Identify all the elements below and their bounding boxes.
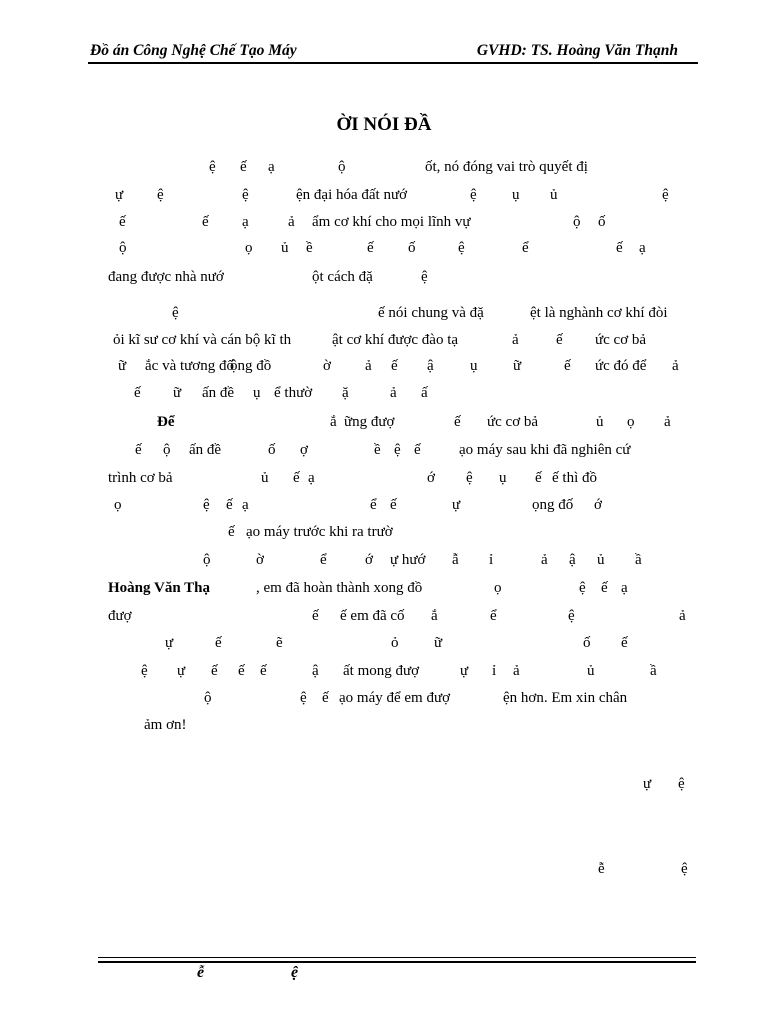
text-fragment: ỏi kĩ sư cơ khí và cán bộ kĩ th (113, 332, 292, 348)
text-fragment: ế (322, 690, 329, 706)
text-fragment: ế (556, 332, 563, 348)
signature-fragment: ễ (598, 861, 605, 877)
text-fragment: ức cơ bả (595, 332, 647, 348)
text-fragment: ệ (141, 663, 148, 679)
text-fragment: ậ (427, 358, 434, 374)
text-fragment: ể thườ (274, 385, 313, 401)
text-fragment: ả (664, 414, 671, 430)
text-fragment: ảm ơn! (144, 717, 187, 733)
text-fragment: ốt, nó đóng vai trò quyết đị (425, 159, 588, 175)
text-fragment: ỉ (492, 663, 497, 679)
text-fragment: ể (320, 552, 327, 568)
text-fragment: ờ (323, 358, 331, 374)
text-fragment: ế (414, 442, 421, 458)
text-fragment: ữ (173, 385, 182, 401)
text-fragment: ề (306, 240, 313, 256)
text-fragment: ẽ (276, 635, 283, 651)
signature-fragment: ệ (681, 861, 688, 877)
text-fragment: đang được nhà nướ (108, 269, 224, 285)
text-fragment: ế (135, 442, 142, 458)
text-fragment: ả (288, 214, 295, 230)
text-fragment: ế em đã cố (340, 608, 405, 624)
text-fragment: ọ (627, 414, 635, 430)
text-fragment: ỏ (391, 635, 399, 651)
text-fragment: ế (119, 214, 126, 230)
page-header (88, 40, 698, 64)
text-fragment: ế (134, 385, 141, 401)
text-fragment: ất mong đượ (343, 663, 420, 679)
text-fragment: ức đó để (595, 358, 647, 374)
text-fragment: ộ (204, 690, 212, 706)
text-fragment: ạ (621, 580, 628, 596)
text-fragment: ủ (550, 187, 558, 203)
text-fragment: ậ (569, 552, 576, 568)
text-fragment: ế (202, 214, 209, 230)
text-fragment: Hoàng Văn Thạ (108, 580, 210, 596)
text-fragment: ấ (421, 385, 428, 401)
text-fragment: ự (165, 635, 174, 651)
text-fragment: ả (390, 385, 397, 401)
text-fragment: Để (157, 414, 175, 430)
text-fragment: ủ (281, 240, 289, 256)
text-fragment: ể (370, 497, 377, 513)
text-fragment: ệ (470, 187, 477, 203)
text-fragment: trình cơ bả (108, 470, 173, 486)
text-fragment: ắ (330, 414, 337, 430)
text-fragment: ạ (308, 470, 315, 486)
text-fragment: đượ (108, 608, 132, 624)
text-fragment: ệ (203, 497, 210, 513)
text-fragment: ớ (365, 552, 373, 568)
text-fragment: ọ (494, 580, 502, 596)
text-fragment: ế (240, 159, 247, 175)
text-fragment: ữ (513, 358, 522, 374)
text-fragment: ể (522, 240, 529, 256)
text-fragment: ế (367, 240, 374, 256)
text-fragment: ế thì đồ (552, 470, 597, 486)
footer-divider-thick (98, 961, 696, 963)
text-fragment: ậ (312, 663, 319, 679)
text-fragment: ạ (242, 214, 249, 230)
text-fragment: ệt là nghành cơ khí đòi (530, 305, 668, 321)
text-fragment: ế (621, 635, 628, 651)
text-fragment: ế (601, 580, 608, 596)
text-fragment: ức cơ bả (487, 414, 539, 430)
text-fragment: ủ (596, 414, 604, 430)
text-fragment: ệ (242, 187, 249, 203)
text-fragment: ế (238, 663, 245, 679)
text-fragment: ả (672, 358, 679, 374)
footer-fragment: ễ (197, 964, 205, 981)
text-fragment: ắ (431, 608, 438, 624)
text-fragment: , em đã hoàn thành xong đồ (256, 580, 423, 596)
text-fragment: ự (177, 663, 186, 679)
text-fragment: ẫ (452, 552, 459, 568)
text-fragment: ạ (268, 159, 275, 175)
text-fragment: ệ (209, 159, 216, 175)
text-fragment: ệ (579, 580, 586, 596)
text-fragment: ững đượ (344, 414, 395, 430)
text-fragment: ế (391, 358, 398, 374)
text-fragment: ện đại hóa đất nướ (296, 187, 408, 203)
text-fragment: ả (365, 358, 372, 374)
text-fragment: ạo máy sau khi đã nghiên cứ (459, 442, 631, 458)
text-fragment: ật cơ khí được đào tạ (332, 332, 459, 348)
text-fragment: ữ (118, 358, 127, 374)
text-fragment: ệ (394, 442, 401, 458)
text-fragment: ạ (639, 240, 646, 256)
text-fragment: ả (541, 552, 548, 568)
text-fragment: ả (512, 332, 519, 348)
text-fragment: ộng đồ (230, 358, 272, 374)
text-fragment: ả (513, 663, 520, 679)
text-fragment: ế (211, 663, 218, 679)
text-fragment: ố (583, 635, 591, 651)
text-fragment: ụ (470, 358, 478, 374)
text-fragment: ộ (338, 159, 346, 175)
text-fragment: ớ (594, 497, 602, 513)
text-fragment: ế (228, 524, 235, 540)
text-fragment: ầ (650, 663, 657, 679)
text-fragment: ọ (114, 497, 122, 513)
text-fragment: ố (408, 240, 416, 256)
text-fragment: ự hướ (390, 552, 426, 568)
text-fragment: ủ (587, 663, 595, 679)
text-fragment: ạo máy để em đượ (339, 690, 451, 706)
text-fragment: ố (598, 214, 606, 230)
text-fragment: ề (374, 442, 381, 458)
text-fragment: ộ (203, 552, 211, 568)
text-fragment: ự (452, 497, 461, 513)
text-fragment: ụ (253, 385, 261, 401)
footer-fragment: ệ (291, 964, 299, 981)
text-fragment: ế (564, 358, 571, 374)
text-fragment: ệ (172, 305, 179, 321)
text-fragment: ọ (245, 240, 253, 256)
page-footer (0, 964, 768, 988)
text-fragment: ự (115, 187, 124, 203)
text-fragment: ụ (512, 187, 520, 203)
text-fragment: ế (616, 240, 623, 256)
text-fragment: ấn đề (202, 385, 235, 401)
text-fragment: ộ (163, 442, 171, 458)
text-fragment: ệ (458, 240, 465, 256)
text-fragment: ạ (242, 497, 249, 513)
text-fragment: ẩm cơ khí cho mọi lĩnh vự (312, 214, 471, 230)
text-fragment: ữ (434, 635, 443, 651)
text-fragment: ạo máy trước khi ra trườ (246, 524, 393, 540)
text-fragment: ệ (568, 608, 575, 624)
text-fragment: ện hơn. Em xin chân (503, 690, 628, 706)
text-fragment: ế (226, 497, 233, 513)
text-fragment: ắc và tương đố (145, 358, 234, 374)
header-course-title: Đồ án Công Nghệ Chế Tạo Máy (90, 42, 297, 59)
text-fragment: ệ (421, 269, 428, 285)
text-fragment: ủ (597, 552, 605, 568)
text-fragment: ế (215, 635, 222, 651)
text-fragment: ộ (119, 240, 127, 256)
text-fragment: ệ (662, 187, 669, 203)
text-fragment: ố (268, 442, 276, 458)
text-fragment: ụ (499, 470, 507, 486)
text-fragment: ệ (300, 690, 307, 706)
text-fragment: ầ (635, 552, 642, 568)
text-fragment: ế (535, 470, 542, 486)
text-fragment: ấn đề (189, 442, 222, 458)
text-fragment: ế (312, 608, 319, 624)
text-fragment: ớ (427, 470, 435, 486)
page-title: ỜI NÓI ĐẦ (336, 114, 432, 135)
text-fragment: ọng đố (532, 497, 574, 513)
text-fragment: ộ (573, 214, 581, 230)
text-fragment: ự (460, 663, 469, 679)
text-fragment: ể (490, 608, 497, 624)
text-fragment: ợ (300, 442, 308, 458)
signature-fragment: ệ (678, 776, 685, 792)
text-fragment: ế nói chung và đặ (378, 305, 484, 321)
text-fragment: ủ (261, 470, 269, 486)
text-fragment: ột cách đặ (312, 269, 373, 285)
text-fragment: ệ (466, 470, 473, 486)
text-fragment: ệ (157, 187, 164, 203)
text-fragment: ế (260, 663, 267, 679)
text-fragment: ỉ (489, 552, 494, 568)
text-fragment: ế (293, 470, 300, 486)
text-fragment: ế (390, 497, 397, 513)
footer-divider (98, 957, 696, 958)
text-fragment: ế (454, 414, 461, 430)
signature-fragment: ự (643, 776, 652, 792)
text-fragment: ờ (256, 552, 264, 568)
header-instructor: GVHD: TS. Hoàng Văn Thạnh (476, 42, 678, 59)
text-fragment: ả (679, 608, 686, 624)
text-fragment: ặ (342, 385, 349, 401)
